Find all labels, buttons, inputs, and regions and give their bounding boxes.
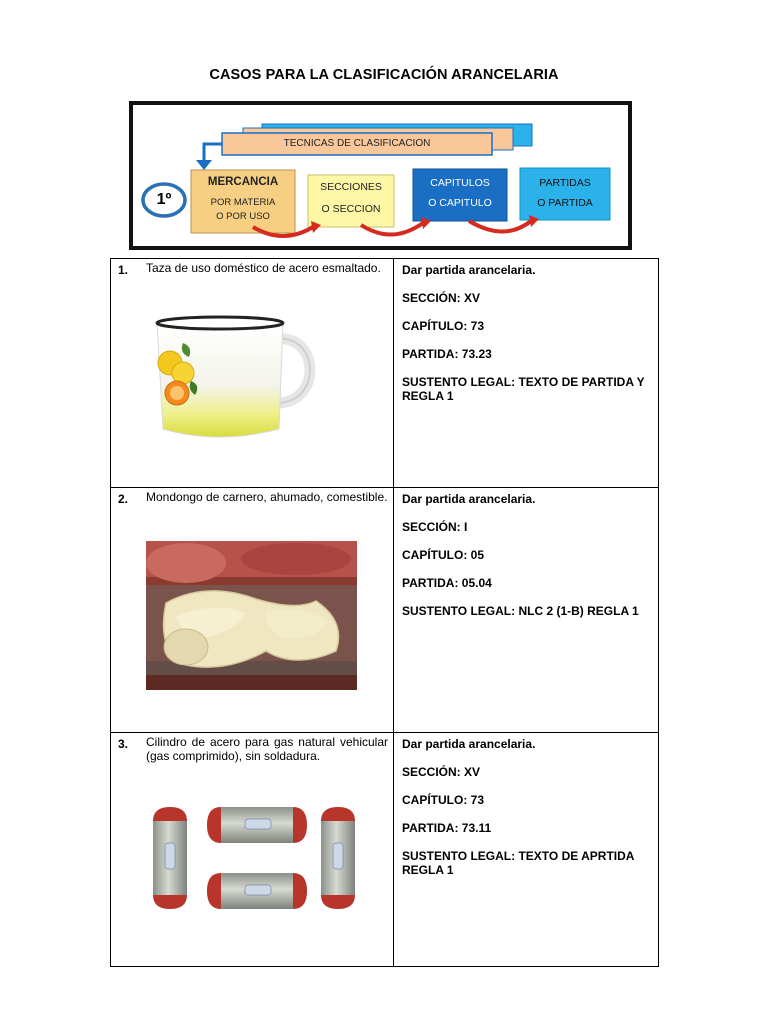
connector-line <box>204 144 222 162</box>
answer-instruction: Dar partida arancelaria. <box>402 737 536 751</box>
answer-chapter: CAPÍTULO: 05 <box>402 548 485 562</box>
answer-heading: PARTIDA: 73.23 <box>402 347 492 361</box>
answer-chapter: CAPÍTULO: 73 <box>402 319 485 333</box>
table-row <box>111 259 658 488</box>
mercancia-label: MERCANCIA <box>207 176 279 188</box>
cases-table <box>110 258 659 967</box>
answer-legal-basis: SUSTENTO LEGAL: NLC 2 (1-B) REGLA 1 <box>402 604 639 618</box>
capitulos-label: CAPITULOS <box>430 177 490 189</box>
answer-legal-basis: SUSTENTO LEGAL: TEXTO DE PARTIDA Y REGLA 1 <box>402 375 645 403</box>
case-answers <box>402 492 656 632</box>
mercancia-sub1: POR MATERIA <box>210 197 276 208</box>
answer-section: SECCIÓN: XV <box>402 291 481 305</box>
case-description-cell <box>111 488 394 732</box>
diagram-header-label: TECNICAS DE CLASIFICACION <box>283 138 431 149</box>
page-title: CASOS PARA LA CLASIFICACIÓN ARANCELARIA <box>209 67 559 83</box>
secciones-label: SECCIONES <box>320 181 382 193</box>
case-number: 3. <box>118 737 129 751</box>
answer-heading: PARTIDA: 73.11 <box>402 821 492 835</box>
case-answer-cell <box>395 259 658 487</box>
answer-section: SECCIÓN: XV <box>402 765 481 779</box>
case-description: Cilindro de acero para gas natural vehicular (gas comprimido), sin soldadura. <box>146 735 388 763</box>
case-number: 1. <box>118 263 129 277</box>
case-answers <box>402 737 656 891</box>
partidas-box <box>520 168 610 220</box>
step-badge-label: 1º <box>156 191 172 208</box>
answer-instruction: Dar partida arancelaria. <box>402 263 536 277</box>
answer-section: SECCIÓN: I <box>402 520 468 534</box>
tripe-photo-image <box>146 541 357 690</box>
classification-diagram <box>129 101 632 250</box>
case-description: Taza de uso doméstico de acero esmaltado. <box>146 261 381 275</box>
case-answers <box>402 263 656 417</box>
answer-chapter: CAPÍTULO: 73 <box>402 793 485 807</box>
gas-cylinders-image <box>149 803 361 913</box>
case-answer-cell <box>395 733 658 966</box>
mercancia-sub2: O POR USO <box>216 211 270 222</box>
case-description: Mondongo de carnero, ahumado, comestible. <box>146 490 388 504</box>
secciones-sub: O SECCION <box>321 203 381 215</box>
case-number: 2. <box>118 492 129 506</box>
flow-arrow-3 <box>469 221 531 232</box>
case-description-cell <box>111 733 394 966</box>
partidas-label: PARTIDAS <box>539 177 591 189</box>
answer-instruction: Dar partida arancelaria. <box>402 492 536 506</box>
table-row <box>111 488 658 733</box>
enamel-mug-image <box>153 311 323 441</box>
table-row <box>111 733 658 966</box>
case-description-cell <box>111 259 394 487</box>
answer-heading: PARTIDA: 05.04 <box>402 576 492 590</box>
capitulos-sub: O CAPITULO <box>428 197 492 209</box>
down-arrow-icon <box>196 160 212 170</box>
partidas-sub: O PARTIDA <box>537 197 593 209</box>
case-answer-cell <box>395 488 658 732</box>
answer-legal-basis: SUSTENTO LEGAL: TEXTO DE APRTIDA REGLA 1 <box>402 849 635 877</box>
